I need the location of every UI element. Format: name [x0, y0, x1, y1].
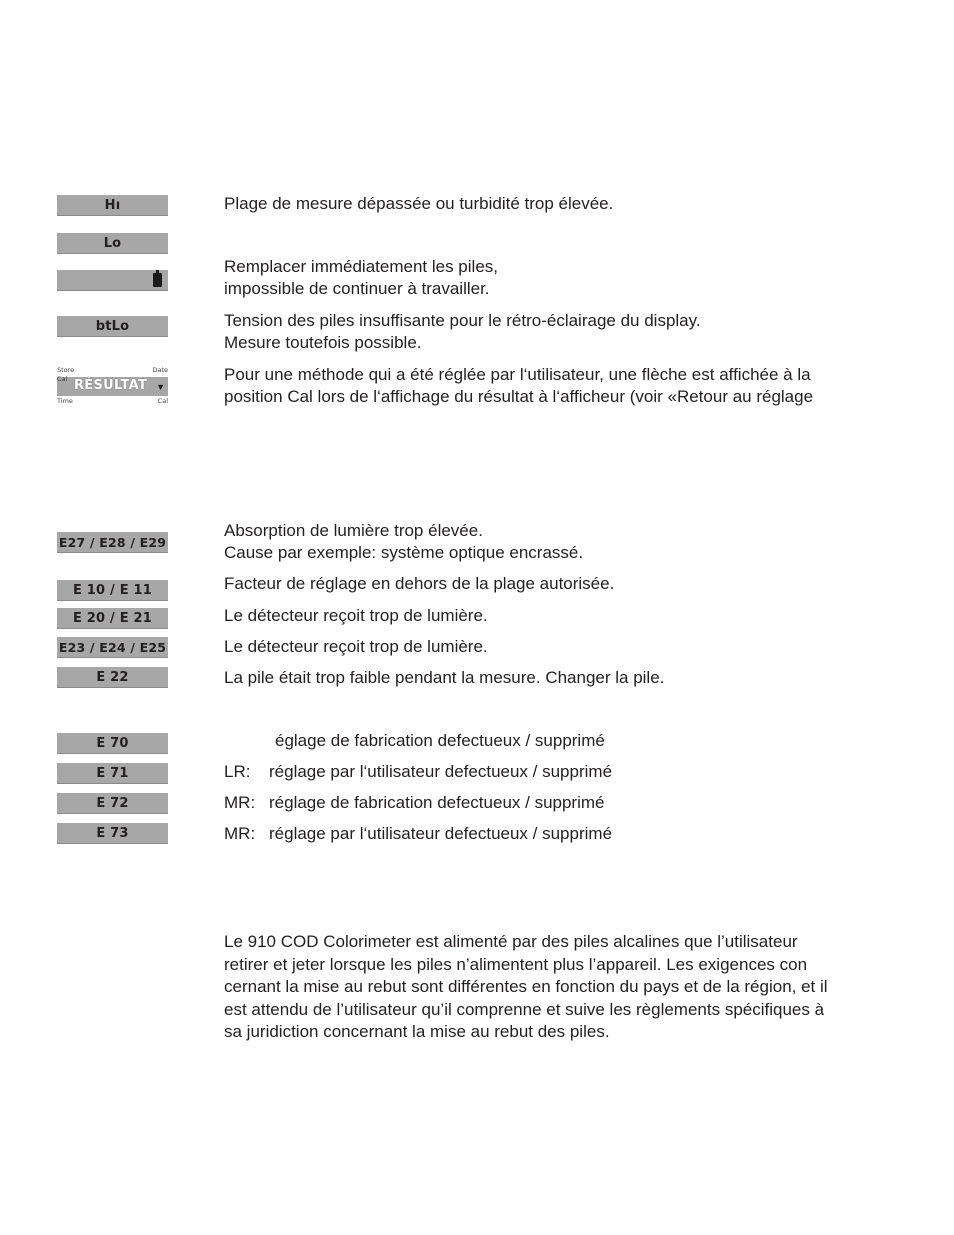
disposal-line: sa juridiction concernant la mise au rebut des piles.	[224, 1022, 610, 1041]
calibration-error-prefix: LR:	[224, 762, 251, 781]
disposal-line: est attendu de l’utilisateur qu’il comprenne et suive les règlements spécifiques à	[224, 999, 825, 1019]
hi-description: Plage de mesure dépassée ou turbidité trop élevée.	[224, 194, 614, 213]
error-description-line2: Cause par exemple: système optique encrassé.	[224, 543, 584, 562]
result-description-line1: Pour une méthode qui a été réglée par l‘utilisateur, une flèche est affichée à la	[224, 365, 811, 384]
error-description: La pile était trop faible pendant la mesure. Changer la pile.	[224, 668, 665, 687]
result-display	[57, 366, 168, 406]
cal-label-top: Cal	[57, 375, 68, 383]
disposal-line: retirer et jeter lorsque les piles n’alimentent plus l’appareil. Les exigences con	[224, 954, 808, 974]
store-label: Store	[57, 366, 75, 374]
time-label: Time	[57, 397, 73, 405]
error-code-badge: E 22	[57, 667, 168, 688]
cal-label-bottom: Cal	[157, 397, 168, 405]
error-code-badge: E27 / E28 / E29	[57, 532, 168, 553]
disposal-line: cernant la mise au rebut sont différentes en fonction du pays et de la région, et il	[224, 977, 828, 996]
btlo-description-line2: Mesure toutefois possible.	[224, 333, 422, 352]
calibration-error-text: réglage par l‘utilisateur defectueux / supprimé	[269, 824, 613, 843]
calibration-error-badge: E 70	[57, 733, 168, 754]
calibration-error-badge: E 72	[57, 793, 168, 814]
disposal-line: Le 910 COD Colorimeter est alimenté par des piles alcalines que l’utilisateur	[224, 932, 798, 951]
result-text: RÉSULTAT	[74, 378, 148, 393]
calibration-error-prefix: MR:	[224, 824, 256, 843]
disposal-paragraph	[224, 931, 894, 1044]
lo-code-badge: Lo	[57, 233, 168, 254]
result-description-line2: position Cal lors de l‘affichage du résultat à l‘afficheur (voir «Retour au réglage	[224, 387, 814, 406]
battery-badge	[57, 270, 168, 291]
calibration-error-badge: E 73	[57, 823, 168, 844]
calibration-error-prefix: MR:	[224, 793, 256, 812]
calibration-error-text: réglage par l‘utilisateur defectueux / supprimé	[269, 762, 613, 781]
calibration-error-badge: E 71	[57, 763, 168, 784]
btlo-description-line1: Tension des piles insuffisante pour le rétro-éclairage du display.	[224, 311, 701, 330]
error-code-badge: E23 / E24 / E25	[57, 637, 168, 658]
battery-description-line1: Remplacer immédiatement les piles,	[224, 257, 498, 276]
date-label: Date	[152, 366, 168, 374]
hi-code-badge: Hı	[57, 195, 168, 216]
btlo-code-badge: btLo	[57, 316, 168, 337]
calibration-error-text: réglage de fabrication defectueux / supprimé	[269, 793, 605, 812]
battery-icon	[153, 273, 162, 287]
error-code-badge: E 10 / E 11	[57, 580, 168, 601]
error-description: Le détecteur reçoit trop de lumière.	[224, 606, 488, 625]
calibration-error-text: églage de fabrication defectueux / supprimé	[275, 731, 605, 750]
cal-arrow-icon: ▼	[156, 382, 165, 392]
error-description: Facteur de réglage en dehors de la plage autorisée.	[224, 574, 615, 593]
error-code-badge: E 20 / E 21	[57, 608, 168, 629]
battery-description-line2: impossible de continuer à travailler.	[224, 279, 490, 298]
error-description-line1: Absorption de lumière trop élevée.	[224, 521, 483, 540]
error-description: Le détecteur reçoit trop de lumière.	[224, 637, 488, 656]
